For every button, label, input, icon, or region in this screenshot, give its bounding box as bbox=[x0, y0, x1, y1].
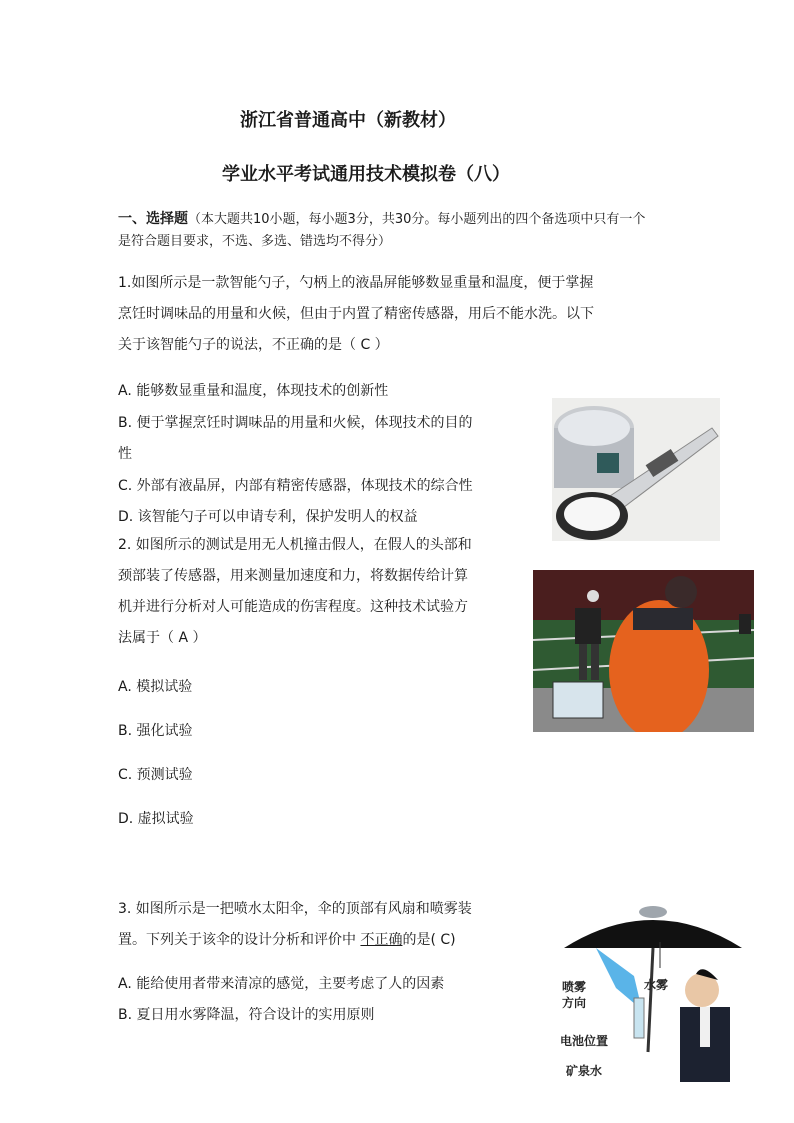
q3-line-2a: 置。下列关于该伞的设计分析和评价中 bbox=[118, 932, 361, 948]
q1-option-b: B. 便于掌握烹饪时调味品的用量和火候，体现技术的目的 bbox=[118, 415, 473, 431]
q1-option-a: A. 能够数显重量和温度，体现技术的创新性 bbox=[118, 383, 389, 399]
smart-spoon-illustration bbox=[552, 398, 720, 541]
section-intro bbox=[118, 208, 658, 253]
q2-option-d: D. 虚拟试验 bbox=[118, 811, 194, 827]
q1-line-2: 烹饪时调味品的用量和火候，但由于内置了精密传感器，用后不能水洗。以下 bbox=[118, 306, 594, 322]
label-water: 矿泉水 bbox=[566, 1064, 603, 1078]
drone-test-illustration bbox=[533, 570, 754, 732]
q2-line-4: 法属于（ A ） bbox=[118, 630, 207, 646]
q3-option-a: A. 能给使用者带来清凉的感觉，主要考虑了人的因素 bbox=[118, 976, 445, 992]
q1-line-1: 1.如图所示是一款智能勺子，勺柄上的液晶屏能够数显重量和温度，便于掌握 bbox=[118, 275, 594, 291]
title-line-1: 浙江省普通高中（新教材） bbox=[240, 110, 456, 131]
q2-line-1: 2. 如图所示的测试是用无人机撞击假人，在假人的头部和 bbox=[118, 537, 472, 553]
smart-spoon-image bbox=[552, 398, 720, 541]
q3-line-1: 3. 如图所示是一把喷水太阳伞，伞的顶部有风扇和喷雾装 bbox=[118, 901, 472, 917]
q2-option-b: B. 强化试验 bbox=[118, 723, 193, 739]
drone-test-photo bbox=[533, 570, 754, 732]
q1-option-d: D. 该智能勺子可以申请专利，保护发明人的权益 bbox=[118, 509, 418, 525]
label-spray-1: 喷雾 bbox=[562, 980, 587, 994]
q2-stem bbox=[118, 530, 538, 654]
title-line-2: 学业水平考试通用技术模拟卷（八） bbox=[222, 164, 510, 185]
label-mist: 水雾 bbox=[644, 978, 669, 992]
q3-line-2b: 的是( C) bbox=[402, 932, 456, 948]
q2-line-2: 颈部装了传感器，用来测量加速度和力，将数据传给计算 bbox=[118, 568, 468, 584]
q1-option-c: C. 外部有液晶屏，内部有精密传感器，体现技术的综合性 bbox=[118, 478, 473, 494]
q3-line-2 bbox=[118, 929, 456, 949]
label-battery: 电池位置 bbox=[560, 1034, 609, 1048]
label-spray-2: 方向 bbox=[562, 996, 587, 1010]
q1-line-3: 关于该智能勺子的说法，不正确的是（ C ） bbox=[118, 337, 389, 353]
q2-line-3: 机并进行分析对人可能造成的伤害程度。这种技术试验方 bbox=[118, 599, 468, 615]
section-heading: 一、选择题 bbox=[118, 211, 188, 227]
q3-underlined-word: 不正确 bbox=[360, 932, 403, 948]
q3-option-b: B. 夏日用水雾降温，符合设计的实用原则 bbox=[118, 1007, 375, 1023]
q1-option-b-cont: 性 bbox=[118, 446, 132, 462]
q1-stem bbox=[118, 268, 678, 361]
q2-option-a: A. 模拟试验 bbox=[118, 679, 193, 695]
q2-option-c: C. 预测试验 bbox=[118, 767, 193, 783]
spray-umbrella-image bbox=[556, 902, 750, 1082]
section-instruction: （本大题共10小题，每小题3分，共30分。每小题列出的四个备选项中只有一个是符合题目要求，不选、多选、错选均不得分） bbox=[118, 212, 646, 249]
